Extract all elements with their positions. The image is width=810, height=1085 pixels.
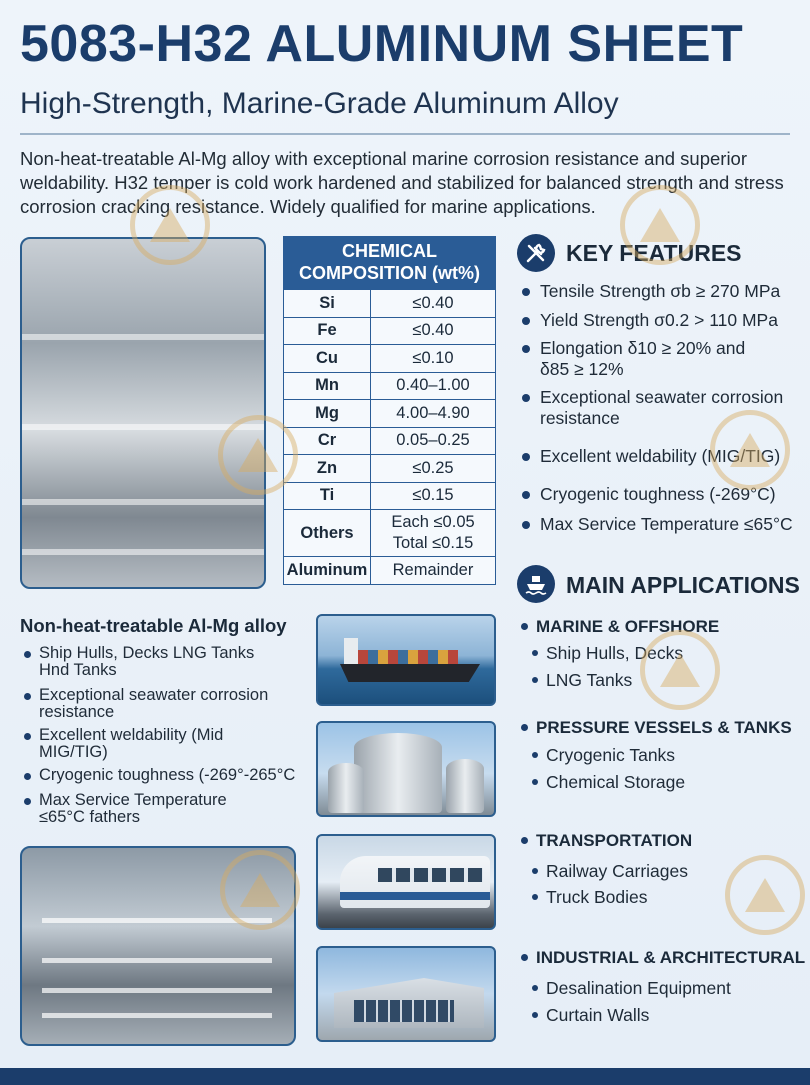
chemical-table-header xyxy=(283,236,496,289)
element-cell: Mn xyxy=(284,372,371,400)
list-item xyxy=(520,338,770,380)
ship-icon xyxy=(517,565,555,603)
bullet-icon xyxy=(532,650,538,656)
bullet-icon xyxy=(521,724,528,731)
value-cell: 4.00–4.90 xyxy=(371,400,496,428)
cargo-ship-image xyxy=(316,614,496,706)
bullet-icon xyxy=(522,521,530,529)
watermark-logo-icon xyxy=(640,630,720,710)
element-cell: Fe xyxy=(284,317,371,345)
table-row xyxy=(284,317,496,345)
list-item xyxy=(530,745,675,766)
element-cell: Cr xyxy=(284,427,371,455)
value-cell: 0.40–1.00 xyxy=(371,372,496,400)
page-title: 5083-H32 ALUMINUM SHEET xyxy=(20,15,744,73)
bullet-icon xyxy=(532,868,538,874)
table-row xyxy=(284,482,496,510)
category-label: PRESSURE VESSELS & TANKS xyxy=(536,718,792,737)
value-cell: ≤0.40 xyxy=(371,317,496,345)
bullet-icon xyxy=(24,651,31,658)
feature-text: Cryogenic toughness (-269°C) xyxy=(540,484,776,504)
list-item xyxy=(22,792,237,826)
list-item xyxy=(530,670,632,691)
element-cell: Mg xyxy=(284,400,371,428)
table-row-aluminum xyxy=(284,557,496,585)
aluminum-sheets-photo xyxy=(20,237,266,589)
industrial-building-image xyxy=(316,946,496,1042)
list-item xyxy=(22,727,232,761)
chemical-composition-table xyxy=(283,236,496,585)
value-cell: 0.05–0.25 xyxy=(371,427,496,455)
category-label: TRANSPORTATION xyxy=(536,831,693,850)
bullet-icon xyxy=(532,1012,538,1018)
others-total-value: Total ≤0.15 xyxy=(392,534,474,552)
bullet-icon xyxy=(521,623,528,630)
element-cell: Ti xyxy=(284,482,371,510)
bullet-icon xyxy=(521,954,528,961)
bullet-icon xyxy=(532,779,538,785)
element-cell: Aluminum xyxy=(284,557,371,585)
watermark-logo-icon xyxy=(218,415,298,495)
list-item xyxy=(520,514,805,535)
bullet-icon xyxy=(532,752,538,758)
table-row xyxy=(284,400,496,428)
bullet-icon xyxy=(24,693,31,700)
application-text: Cryogenic Tanks xyxy=(546,745,676,765)
alloy-text: Cryogenic toughness (-269°-265°C xyxy=(39,766,296,784)
bullet-icon xyxy=(522,288,530,296)
main-applications-title: MAIN APPLICATIONS xyxy=(566,572,800,598)
watermark-logo-icon xyxy=(220,850,300,930)
feature-text: Excellent weldability (MIG/TIG) xyxy=(540,446,781,466)
application-text: LNG Tanks xyxy=(546,670,633,690)
alloy-text: Ship Hulls, Decks LNG Tanks Hnd Tanks xyxy=(39,644,255,679)
application-text: Curtain Walls xyxy=(546,1005,650,1025)
bullet-icon xyxy=(522,345,530,353)
list-item xyxy=(530,887,647,908)
key-features-title: KEY FEATURES xyxy=(566,240,742,266)
chemical-title-line1: CHEMICAL xyxy=(342,241,437,261)
feature-text: Tensile Strength σb ≥ 270 MPa xyxy=(540,281,781,301)
category-label: INDUSTRIAL & ARCHITECTURAL xyxy=(536,948,806,967)
table-row-others xyxy=(284,510,496,557)
watermark-logo-icon xyxy=(710,410,790,490)
train-image xyxy=(316,834,496,930)
watermark-logo-icon xyxy=(725,855,805,935)
bullet-icon xyxy=(521,837,528,844)
bullet-icon xyxy=(532,894,538,900)
alloy-list-title: Non-heat-treatable Al-Mg alloy xyxy=(20,615,287,636)
bullet-icon xyxy=(522,453,530,461)
table-row xyxy=(284,290,496,318)
bullet-icon xyxy=(522,394,530,402)
chemical-title-line2: COMPOSITION (wt%) xyxy=(299,263,480,283)
feature-text: Elongation δ10 ≥ 20% and δ85 ≥ 12% xyxy=(540,338,746,379)
application-text: Truck Bodies xyxy=(546,887,648,907)
list-item xyxy=(22,645,262,679)
value-cell: ≤0.15 xyxy=(371,482,496,510)
list-item xyxy=(530,978,731,999)
page-subtitle: High-Strength, Marine-Grade Aluminum Alloy xyxy=(20,87,619,120)
element-cell: Zn xyxy=(284,455,371,483)
alloy-text: Max Service Temperature ≤65°C fathers xyxy=(39,791,227,826)
feature-text: Max Service Temperature ≤65°C xyxy=(540,514,793,534)
list-item xyxy=(520,281,805,302)
bullet-icon xyxy=(24,733,31,740)
value-cell xyxy=(371,510,496,557)
bullet-icon xyxy=(522,317,530,325)
element-cell: Cu xyxy=(284,345,371,373)
category-transportation xyxy=(520,831,692,851)
table-row xyxy=(284,427,496,455)
feature-text: Yield Strength σ0.2 > 110 MPa xyxy=(540,310,778,330)
category-label: MARINE & OFFSHORE xyxy=(536,617,720,636)
application-text: Railway Carriages xyxy=(546,861,688,881)
element-cell: Si xyxy=(284,290,371,318)
value-cell: ≤0.10 xyxy=(371,345,496,373)
feature-text: Exceptional seawater corrosion resistance xyxy=(540,387,784,428)
application-text: Ship Hulls, Decks xyxy=(546,643,684,663)
bullet-icon xyxy=(24,773,31,780)
header-divider xyxy=(20,133,790,135)
list-item xyxy=(22,767,307,784)
list-item xyxy=(22,687,282,721)
others-each-value: Each ≤0.05 xyxy=(391,513,475,531)
application-text: Chemical Storage xyxy=(546,772,686,792)
element-cell: Others xyxy=(284,510,371,557)
bullet-icon xyxy=(532,985,538,991)
bullet-icon xyxy=(522,491,530,499)
bullet-icon xyxy=(532,677,538,683)
application-text: Desalination Equipment xyxy=(546,978,731,998)
alloy-text: Exceptional seawater corrosion resistance xyxy=(39,686,269,721)
watermark-logo-icon xyxy=(130,185,210,265)
category-pressure-vessels xyxy=(520,718,792,738)
bullet-icon xyxy=(24,798,31,805)
table-row xyxy=(284,455,496,483)
storage-tanks-image xyxy=(316,721,496,817)
category-industrial-architectural xyxy=(520,948,805,968)
wrench-screwdriver-icon xyxy=(517,234,555,272)
alloy-text: Excellent weldability (Mid MIG/TIG) xyxy=(39,726,224,761)
watermark-logo-icon xyxy=(620,185,700,265)
table-row xyxy=(284,372,496,400)
value-cell: Remainder xyxy=(371,557,496,585)
list-item xyxy=(530,1005,649,1026)
list-item xyxy=(520,310,805,331)
list-item xyxy=(530,772,685,793)
intro-paragraph: Non-heat-treatable Al-Mg alloy with exceptional marine corrosion resistance and superior weldability. H32 temper is cold work hardened and stabilized for balanced strength and stress corrosion cracking resistance. Widely qualified for marine applications. xyxy=(20,148,784,217)
value-cell: ≤0.25 xyxy=(371,455,496,483)
table-row xyxy=(284,345,496,373)
footer-bar xyxy=(0,1068,810,1085)
list-item xyxy=(530,861,688,882)
value-cell: ≤0.40 xyxy=(371,290,496,318)
